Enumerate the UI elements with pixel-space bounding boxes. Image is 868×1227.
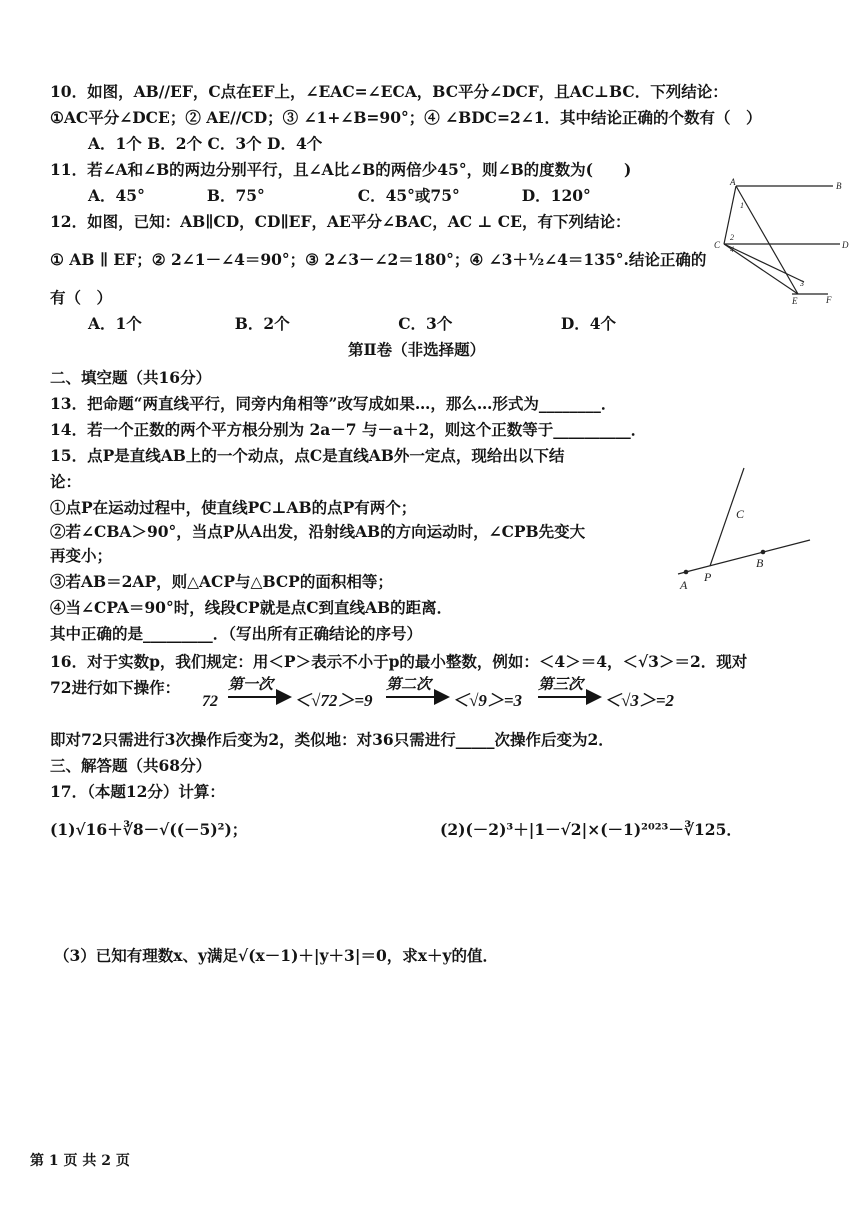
fig12-label-a: A — [730, 177, 736, 187]
q10-statements: ①AC平分∠DCE；② AE//CD；③ ∠1+∠B=90°；④ ∠BDC=2∠1．其中结论正确的个数有（ ） — [50, 108, 762, 127]
solution-heading: 三、解答题（共68分） — [50, 756, 212, 775]
op-step3-result: ＜√3＞=2 — [604, 691, 675, 710]
q17-part-2: (2)(－2)³＋|1－√2|×(－1)²⁰²³－∛125． — [440, 820, 742, 839]
fig12-label-b: B — [836, 181, 842, 191]
op-start: 72 — [202, 693, 218, 710]
q15-statement-2: ②若∠CBA＞90°，当点P从A出发，沿射线AB的方向运动时，∠CPB先变大 — [50, 522, 586, 541]
fig12-angle-2: 2 — [730, 233, 734, 242]
fig15-label-c: C — [736, 507, 745, 521]
fig12-angle-1: 1 — [740, 201, 744, 210]
op-step2-result: ＜√9＞=3 — [452, 691, 523, 710]
q15-stem-end: 论： — [50, 472, 82, 491]
q12-statements: ① AB ∥ EF；② 2∠1－∠4＝90°；③ 2∠3－∠2＝180°；④ ∠3＋½∠4＝135°.结论正确的 — [50, 250, 707, 269]
fig15-label-a: A — [680, 578, 688, 592]
op-step1-result: ＜√72＞=9 — [294, 691, 373, 710]
q15-answer-line: 其中正确的是_________．（写出所有正确结论的序号） — [50, 624, 423, 643]
fig12-angle-3: 3 — [800, 279, 804, 288]
q15-stem: 15．点P是直线AB上的一个动点，点C是直线AB外一定点，现给出以下结 — [50, 446, 565, 465]
q10-options: A．1个 B．2个 C．3个 D．4个 — [88, 134, 323, 153]
q10-stem: 10．如图，AB//EF，C点在EF上，∠EAC=∠ECA，BC平分∠DCF，且AC⊥BC．下列结论： — [50, 82, 728, 101]
q16-conclusion: 即对72只需进行3次操作后变为2，类似地：对36只需进行_____次操作后变为2． — [50, 730, 614, 749]
fig15-label-b: B — [756, 556, 764, 570]
fig12-angle-4: 4 — [730, 245, 734, 254]
fig12-label-f: F — [826, 295, 832, 305]
q17-part-3: （3）已知有理数x、y满足√(x－1)＋|y＋3|＝0，求x＋y的值． — [54, 946, 499, 965]
fill-in-heading: 二、填空题（共16分） — [50, 368, 212, 387]
q12-stem: 12．如图，已知：AB∥CD，CD∥EF，AE平分∠BAC，AC ⊥ CE，有下列结论： — [50, 212, 631, 231]
q11-stem: 11．若∠A和∠B的两边分别平行，且∠A比∠B的两倍少45°，则∠B的度数为( ) — [50, 160, 632, 179]
section-2-title: 第Ⅱ卷（非选择题） — [348, 340, 486, 359]
fig12-label-d: D — [842, 240, 849, 250]
op-step2-label: 第二次 — [386, 677, 432, 693]
q15-statement-1: ①点P在运动过程中，使直线PC⊥AB的点P有两个； — [50, 498, 417, 517]
q17-part-1: (1)√16＋∛8－√((－5)²)； — [50, 820, 248, 839]
figure-q15 — [672, 462, 818, 592]
fig12-label-c: C — [714, 240, 721, 250]
q17-stem: 17．（本题12分）计算： — [50, 782, 225, 801]
q16-stem: 16．对于实数p，我们规定：用＜P＞表示不小于p的最小整数，例如：＜4＞＝4，＜√3＞＝2．现对 — [50, 652, 748, 671]
figure-q12 — [698, 176, 856, 306]
q15-statement-2-end: 再变小； — [50, 546, 113, 565]
q14: 14．若一个正数的两个平方根分别为 2a－7 与－a＋2，则这个正数等于__________． — [50, 420, 647, 439]
q16-operation-intro: 72进行如下操作： — [50, 678, 181, 697]
q15-statement-3: ③若AB＝2AP，则△ACP与△BCP的面积相等； — [50, 572, 393, 591]
q13: 13．把命题“两直线平行，同旁内角相等”改写成如果…，那么…形式为________． — [50, 394, 617, 413]
page-footer: 第 1 页 共 2 页 — [30, 1153, 130, 1169]
op-step1-label: 第一次 — [228, 677, 274, 693]
q15-statement-4: ④当∠CPA＝90°时，线段CP就是点C到直线AB的距离． — [50, 598, 453, 617]
fig12-label-e: E — [792, 296, 798, 306]
q12-stem-end: 有（ ） — [50, 288, 113, 307]
fig15-label-p: P — [704, 570, 712, 584]
q11-options: A．45° B．75° C．45°或75° D．120° — [88, 186, 591, 205]
q16-operation-chain — [196, 672, 716, 718]
op-step3-label: 第三次 — [538, 677, 584, 693]
q12-options: A．1个 B．2个 C．3个 D．4个 — [88, 314, 617, 333]
